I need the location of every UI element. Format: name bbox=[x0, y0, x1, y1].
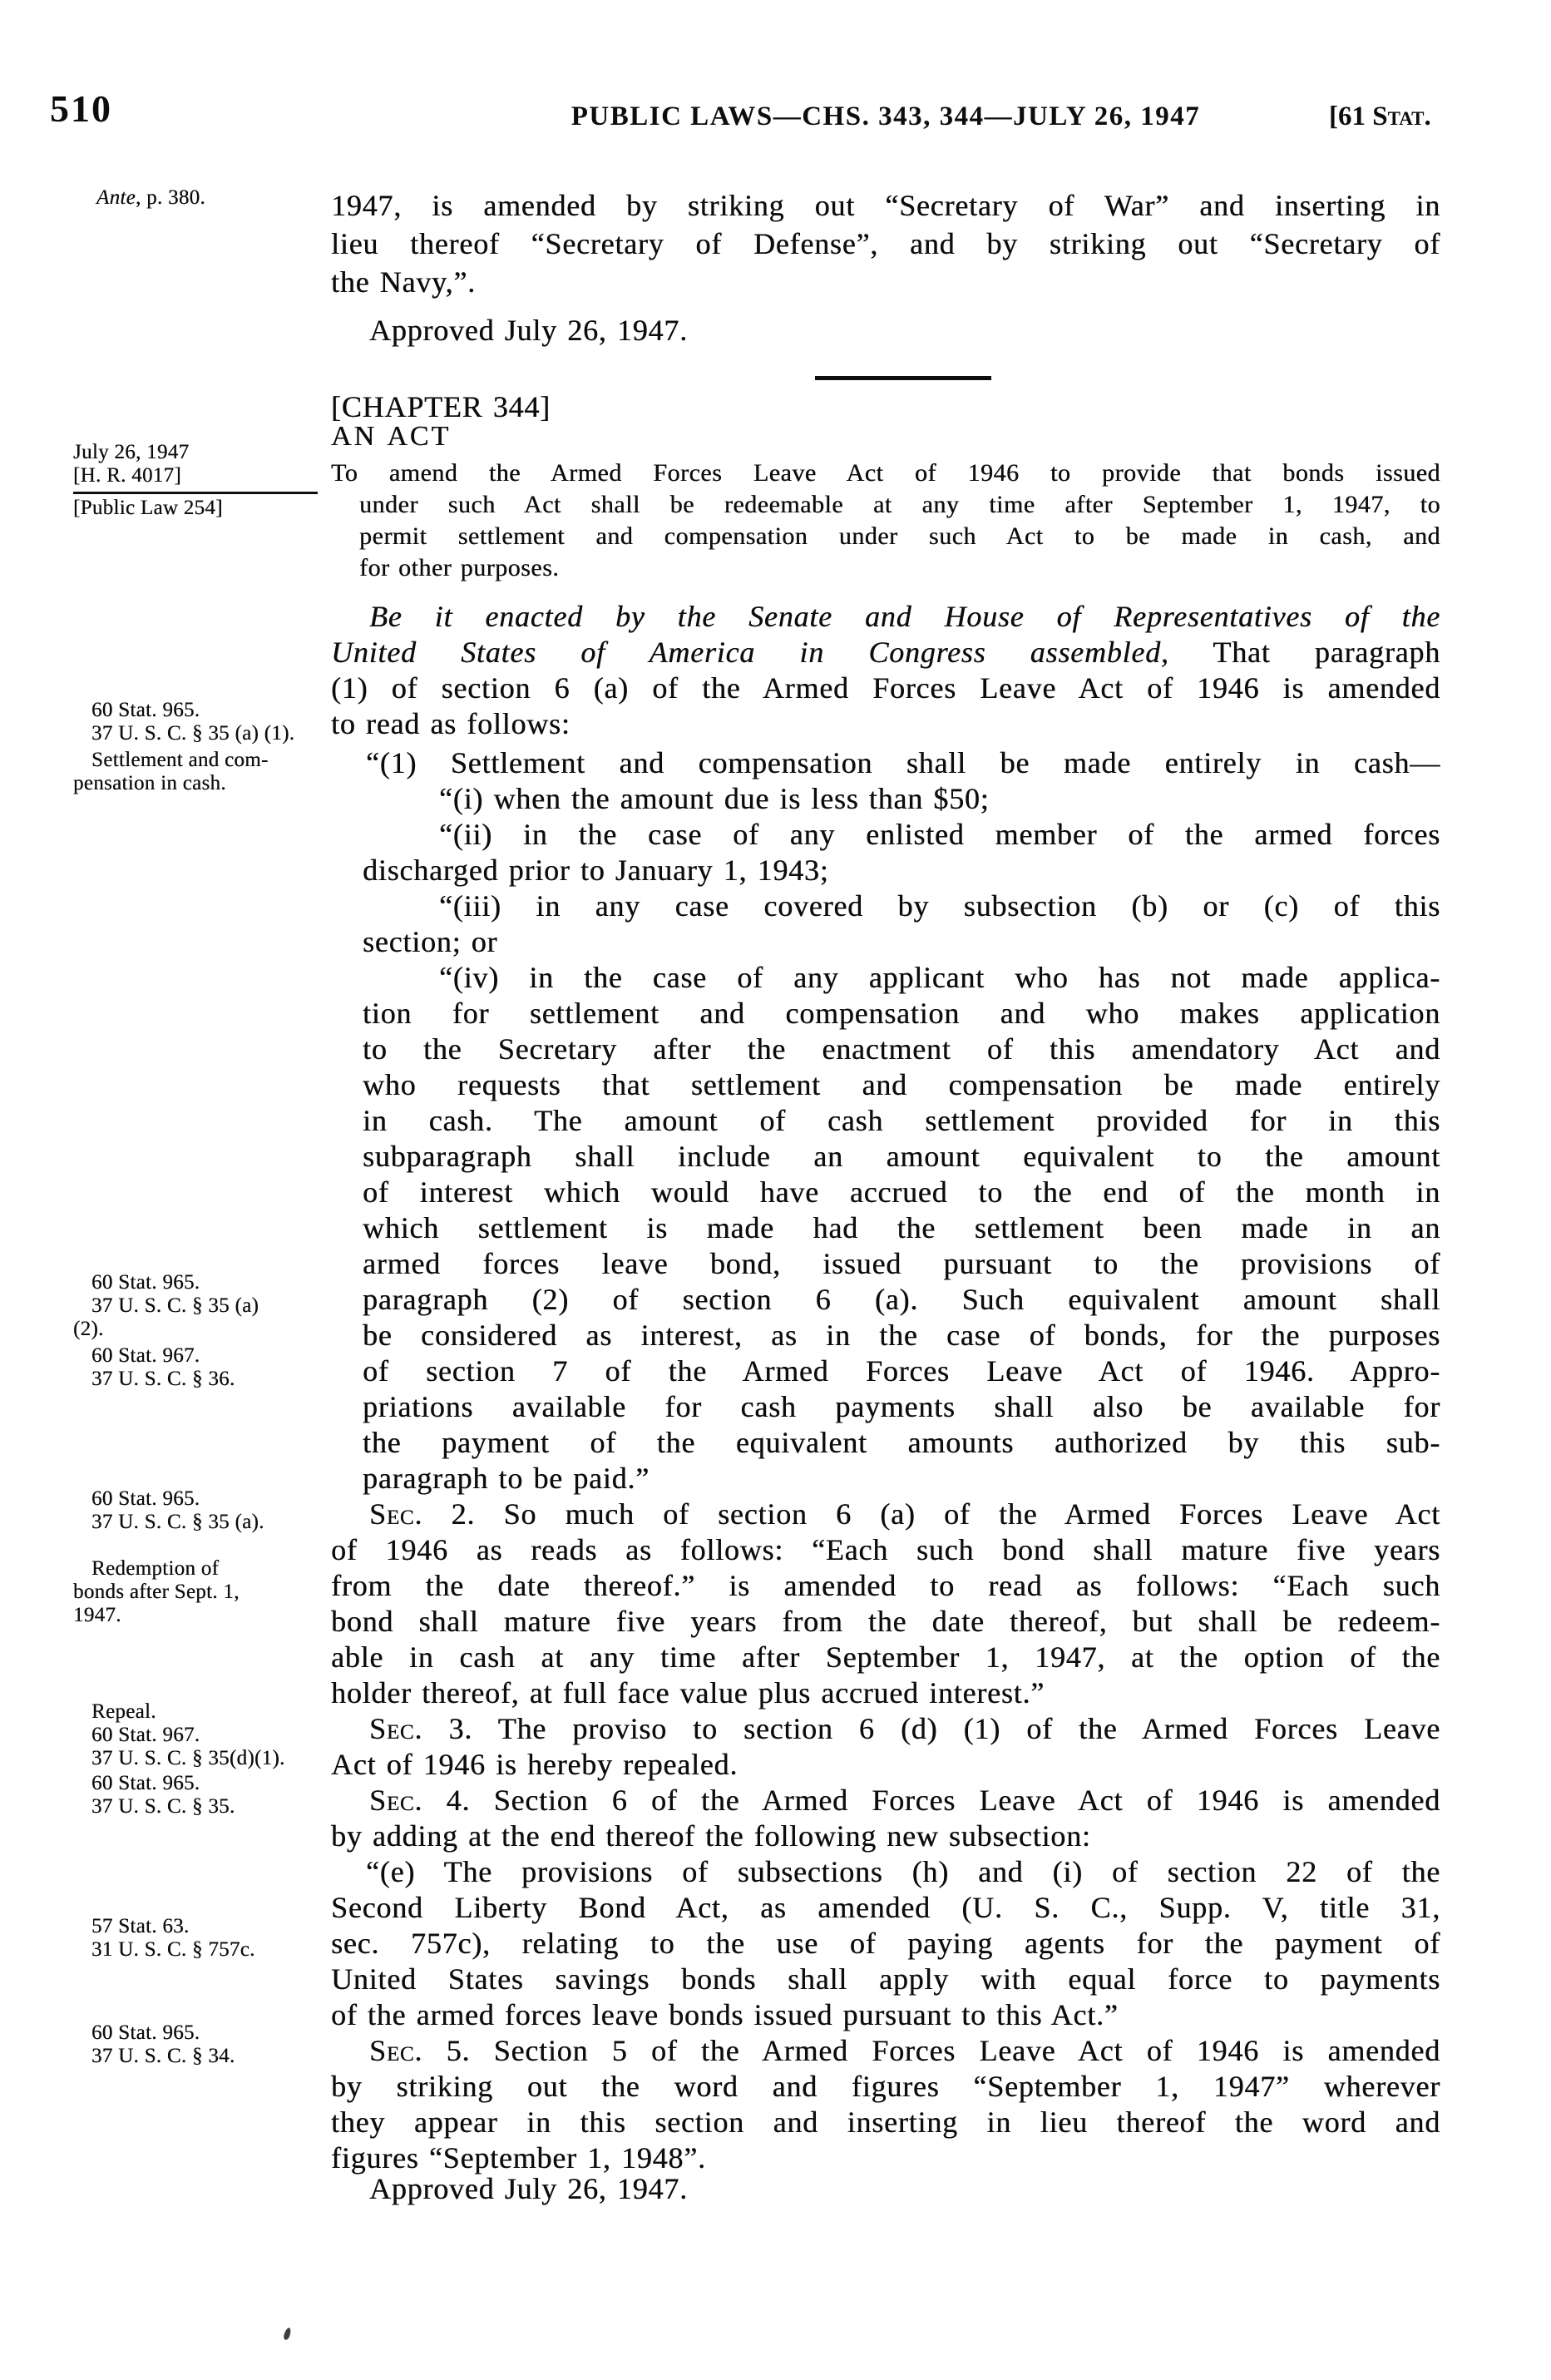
text-segment: 60 Stat. 965. bbox=[91, 1271, 200, 1294]
text-segment: 60 Stat. 965. bbox=[91, 2021, 200, 2044]
text-line bbox=[73, 2045, 318, 2068]
text-segment: , p. 380. bbox=[136, 186, 205, 209]
text-segment: “(i) when the amount due is less than $50; bbox=[439, 782, 990, 815]
text-segment: “(iv) in the case of any applicant who has not made applica- bbox=[439, 961, 1440, 994]
text-segment: discharged prior to January 1, 1943; bbox=[363, 854, 829, 887]
text-line bbox=[331, 2105, 1440, 2140]
text-segment: 31 U. S. C. § 757c. bbox=[91, 1938, 255, 1961]
text-segment: to the Secretary after the enactment of this amendatory Act and bbox=[363, 1032, 1440, 1066]
text-line bbox=[331, 670, 1440, 706]
text-line bbox=[73, 1487, 318, 1511]
margin-note-34 bbox=[73, 2021, 318, 2068]
subitem-iv bbox=[331, 960, 1440, 1497]
text-segment: United States savings bonds shall apply with equal force to payments bbox=[331, 1962, 1440, 1996]
text-segment: Redemption of bbox=[91, 1557, 220, 1580]
text-segment: Settlement and com- bbox=[91, 749, 269, 771]
text-line bbox=[331, 1747, 1440, 1783]
text-segment: Approved July 26, 1947. bbox=[369, 2172, 688, 2205]
text-segment: To amend the Armed Forces Leave Act of 1946 to provide that bonds issued bbox=[331, 459, 1440, 487]
text-line bbox=[331, 1818, 1440, 1854]
text-line bbox=[73, 1557, 318, 1581]
text-segment: paragraph (2) of section 6 (a). Such equivalent amount shall bbox=[363, 1283, 1440, 1316]
text-segment: from the date thereof.” is amended to read as follows: “Each such bbox=[331, 1569, 1440, 1602]
statute-volume-label bbox=[1329, 101, 1431, 132]
text-line bbox=[331, 418, 1440, 454]
text-segment: So much of section 6 (a) of the Armed Forces Leave Act bbox=[475, 1497, 1440, 1531]
text-line bbox=[331, 1783, 1440, 1818]
text-line bbox=[331, 489, 1440, 521]
stat-word: Stat. bbox=[1372, 101, 1431, 131]
text-line bbox=[331, 996, 1440, 1032]
text-line bbox=[73, 1511, 318, 1534]
approved-line-ch344 bbox=[331, 2171, 1440, 2207]
text-line bbox=[331, 1318, 1440, 1353]
text-line bbox=[331, 225, 1440, 263]
text-segment: That paragraph bbox=[1168, 636, 1441, 669]
text-segment: by striking out the word and figures “September 1, 1947” wherever bbox=[331, 2070, 1440, 2103]
text-line bbox=[331, 1389, 1440, 1425]
text-segment: 37 U. S. C. § 36. bbox=[91, 1368, 235, 1390]
text-segment: be considered as interest, as in the case of bonds, for the purposes bbox=[363, 1319, 1440, 1352]
text-line bbox=[331, 924, 1440, 960]
section-3 bbox=[331, 1711, 1440, 1783]
margin-note-35a bbox=[73, 1487, 318, 1534]
text-line bbox=[331, 1890, 1440, 1926]
text-line bbox=[73, 186, 318, 210]
margin-note-repeal bbox=[73, 1700, 318, 1770]
text-line bbox=[73, 1368, 318, 1391]
text-segment: subparagraph shall include an amount equivalent to the amount bbox=[363, 1140, 1440, 1173]
text-line bbox=[73, 772, 318, 795]
text-segment: of interest which would have accrued to the end of the month in bbox=[363, 1175, 1440, 1209]
text-segment: Section 5 of the Armed Forces Leave Act of 1946 is amended bbox=[470, 2034, 1440, 2067]
approved-line-ch343 bbox=[331, 313, 1440, 349]
stat-prefix: [61 bbox=[1329, 101, 1373, 131]
subitem-iii bbox=[331, 888, 1440, 960]
text-segment: “(ii) in the case of any enlisted member of the armed forces bbox=[439, 818, 1440, 851]
text-line bbox=[331, 781, 1440, 817]
margin-note-settlement bbox=[73, 749, 318, 795]
text-line bbox=[331, 1675, 1440, 1711]
text-line bbox=[331, 458, 1440, 489]
text-line bbox=[331, 1353, 1440, 1389]
text-segment: of 1946 as reads as follows: “Each such bond shall mature five years bbox=[331, 1533, 1440, 1566]
text-segment: the payment of the equivalent amounts authorized by this sub- bbox=[363, 1426, 1440, 1459]
text-line bbox=[73, 1795, 318, 1818]
text-segment: in cash. The amount of cash settlement provided for in this bbox=[363, 1104, 1440, 1137]
text-segment: 37 U. S. C. § 35. bbox=[91, 1795, 235, 1818]
text-line bbox=[331, 1604, 1440, 1640]
text-segment: tion for settlement and compensation and who makes application bbox=[363, 997, 1440, 1030]
text-line bbox=[73, 1938, 318, 1962]
law-note-rule bbox=[73, 492, 318, 494]
text-segment: under such Act shall be redeemable at any time after September 1, 1947, to bbox=[359, 491, 1440, 518]
text-line bbox=[331, 960, 1440, 996]
text-line bbox=[73, 1604, 318, 1627]
text-line bbox=[331, 1711, 1440, 1747]
text-segment: Second Liberty Bond Act, as amended (U. S. C., Supp. V, title 31, bbox=[331, 1891, 1440, 1924]
text-line bbox=[331, 1139, 1440, 1175]
margin-note-36 bbox=[73, 1344, 318, 1391]
section-divider-rule bbox=[815, 376, 991, 380]
text-segment: 37 U. S. C. § 35 (a) (1). bbox=[91, 722, 295, 745]
text-line bbox=[331, 1640, 1440, 1675]
text-segment: to read as follows: bbox=[331, 707, 571, 740]
text-segment: United States of America in Congress assembled, bbox=[331, 636, 1169, 669]
text-segment: AN ACT bbox=[331, 421, 452, 452]
text-segment: section; or bbox=[363, 925, 498, 958]
enacting-clause bbox=[331, 599, 1440, 742]
text-segment: lieu thereof “Secretary of Defense”, and by striking out “Secretary of bbox=[331, 227, 1440, 260]
scan-artifact-mark bbox=[283, 2327, 292, 2340]
text-line bbox=[331, 1282, 1440, 1318]
text-line bbox=[331, 853, 1440, 888]
text-line bbox=[331, 1425, 1440, 1461]
paragraph-1 bbox=[331, 745, 1440, 781]
text-line bbox=[331, 1497, 1440, 1532]
text-line bbox=[331, 745, 1440, 781]
text-line bbox=[73, 749, 318, 772]
text-segment: the Navy,”. bbox=[331, 265, 476, 299]
text-segment: figures “September 1, 1948”. bbox=[331, 2141, 706, 2175]
margin-note-ante bbox=[73, 186, 318, 210]
text-line bbox=[73, 1318, 318, 1341]
text-line bbox=[331, 2171, 1440, 2207]
text-line bbox=[331, 1532, 1440, 1568]
section-4 bbox=[331, 1783, 1440, 1854]
margin-note-law-heading bbox=[73, 441, 318, 520]
text-segment: 37 U. S. C. § 35 (a) bbox=[91, 1294, 259, 1317]
margin-note-35a1 bbox=[73, 699, 318, 745]
margin-note-35a2 bbox=[73, 1271, 318, 1341]
text-segment: Section 6 of the Armed Forces Leave Act of 1946 is amended bbox=[470, 1784, 1440, 1817]
text-line bbox=[73, 1700, 318, 1724]
text-segment: by adding at the end thereof the following new subsection: bbox=[331, 1819, 1091, 1853]
text-line bbox=[331, 599, 1440, 635]
text-segment: able in cash at any time after September 1, 1947, at the option of the bbox=[331, 1640, 1440, 1674]
text-segment: 60 Stat. 967. bbox=[91, 1724, 200, 1746]
text-segment: 37 U. S. C. § 35 (a). bbox=[91, 1511, 264, 1533]
text-segment: 37 U. S. C. § 34. bbox=[91, 2045, 235, 2067]
text-line bbox=[331, 263, 1440, 301]
text-segment: 57 Stat. 63. bbox=[91, 1915, 190, 1937]
text-line bbox=[331, 1067, 1440, 1103]
text-line bbox=[331, 1246, 1440, 1282]
paragraph-chapter343-continuation bbox=[331, 186, 1440, 301]
text-line bbox=[331, 635, 1440, 670]
law-date: July 26, 1947 bbox=[73, 441, 190, 463]
margin-note-redemption bbox=[73, 1557, 318, 1627]
text-segment: [CHAPTER 344] bbox=[331, 390, 551, 423]
text-segment: “(1) Settlement and compensation shall be made entirely in cash— bbox=[366, 746, 1440, 779]
text-segment: paragraph to be paid.” bbox=[363, 1462, 650, 1495]
text-segment: Be it enacted by the Senate and House of Representatives of the bbox=[369, 600, 1440, 633]
text-line bbox=[331, 706, 1440, 742]
text-line bbox=[331, 552, 1440, 584]
text-segment: of section 7 of the Armed Forces Leave Act of 1946. Appro- bbox=[363, 1354, 1440, 1388]
text-line bbox=[73, 2021, 318, 2045]
text-line bbox=[73, 1581, 318, 1604]
text-line bbox=[73, 1271, 318, 1294]
margin-note-35 bbox=[73, 1772, 318, 1818]
text-segment: of the armed forces leave bonds issued pursuant to this Act.” bbox=[331, 1998, 1119, 2031]
text-segment: holder thereof, at full face value plus accrued interest.” bbox=[331, 1676, 1045, 1710]
text-line bbox=[73, 1747, 318, 1770]
text-segment: (1) of section 6 (a) of the Armed Forces Leave Act of 1946 is amended bbox=[331, 671, 1440, 705]
text-line bbox=[331, 313, 1440, 349]
margin-note-757c bbox=[73, 1915, 318, 1962]
text-line bbox=[331, 1461, 1440, 1497]
text-segment: priations available for cash payments shall also be available for bbox=[363, 1390, 1440, 1423]
text-segment: 60 Stat. 965. bbox=[91, 1772, 200, 1794]
text-segment: Repeal. bbox=[91, 1700, 156, 1723]
text-line bbox=[331, 1210, 1440, 1246]
bill-number: [H. R. 4017] bbox=[73, 464, 181, 487]
text-segment: sec. 757c), relating to the use of paying agents for the payment of bbox=[331, 1927, 1440, 1960]
text-line bbox=[331, 1962, 1440, 1997]
text-segment: 60 Stat. 965. bbox=[91, 699, 200, 721]
text-segment: bond shall mature five years from the date thereof, but shall be redeem- bbox=[331, 1605, 1440, 1638]
text-segment: The proviso to section 6 (d) (1) of the Armed Forces Leave bbox=[472, 1712, 1440, 1745]
text-line bbox=[331, 1103, 1440, 1139]
text-line bbox=[73, 1344, 318, 1368]
text-line bbox=[331, 888, 1440, 924]
text-line bbox=[73, 699, 318, 722]
text-segment: armed forces leave bond, issued pursuant to the provisions of bbox=[363, 1247, 1440, 1280]
running-header-title: PUBLIC LAWS—CHS. 343, 344—JULY 26, 1947 bbox=[571, 101, 1201, 131]
text-segment: for other purposes. bbox=[359, 554, 560, 581]
text-line bbox=[73, 1294, 318, 1318]
an-act-heading bbox=[331, 418, 1440, 454]
text-segment: pensation in cash. bbox=[73, 772, 226, 794]
text-segment: they appear in this section and inserting in lieu thereof the word and bbox=[331, 2105, 1440, 2139]
section-label: Sec. 4. bbox=[369, 1784, 471, 1817]
text-segment: Ante bbox=[96, 186, 136, 209]
text-line bbox=[73, 1724, 318, 1747]
text-segment: “(iii) in any case covered by subsection (b) or (c) of this bbox=[439, 889, 1440, 923]
text-line bbox=[331, 1175, 1440, 1210]
text-segment: Approved July 26, 1947. bbox=[369, 314, 688, 347]
text-line bbox=[331, 817, 1440, 853]
text-line bbox=[331, 1568, 1440, 1604]
act-preamble bbox=[331, 458, 1440, 584]
text-line bbox=[331, 1926, 1440, 1962]
public-law-number: [Public Law 254] bbox=[73, 497, 223, 519]
text-segment: 37 U. S. C. § 35(d)(1). bbox=[91, 1747, 285, 1769]
text-segment: permit settlement and compensation under such Act to be made in cash, and bbox=[359, 522, 1440, 550]
text-line bbox=[331, 2033, 1440, 2069]
text-segment: 1947. bbox=[73, 1604, 121, 1626]
text-segment: (2). bbox=[73, 1318, 104, 1340]
page-number: 510 bbox=[50, 87, 112, 130]
text-segment: 1947, is amended by striking out “Secretary of War” and inserting in bbox=[331, 189, 1440, 222]
text-line bbox=[331, 2069, 1440, 2105]
text-line bbox=[73, 1915, 318, 1938]
text-segment: “(e) The provisions of subsections (h) and (i) of section 22 of the bbox=[366, 1855, 1440, 1888]
text-line bbox=[331, 1854, 1440, 1890]
section-label: Sec. 2. bbox=[369, 1497, 476, 1531]
text-line bbox=[331, 1997, 1440, 2033]
section-5 bbox=[331, 2033, 1440, 2176]
text-line bbox=[331, 186, 1440, 225]
text-segment: which settlement is made had the settlement been made in an bbox=[363, 1211, 1440, 1244]
text-segment: who requests that settlement and compensation be made entirely bbox=[363, 1068, 1440, 1101]
text-segment: 60 Stat. 965. bbox=[91, 1487, 200, 1510]
text-segment: Act of 1946 is hereby repealed. bbox=[331, 1748, 738, 1781]
subsection-e bbox=[331, 1854, 1440, 2033]
section-label: Sec. 3. bbox=[369, 1712, 473, 1745]
text-segment: 60 Stat. 967. bbox=[91, 1344, 200, 1367]
text-line bbox=[331, 1032, 1440, 1067]
text-line bbox=[73, 722, 318, 745]
section-2 bbox=[331, 1497, 1440, 1711]
text-line bbox=[73, 1772, 318, 1795]
subitem-ii bbox=[331, 817, 1440, 888]
text-segment: bonds after Sept. 1, bbox=[73, 1581, 240, 1603]
subitem-i bbox=[331, 781, 1440, 817]
text-line bbox=[331, 521, 1440, 552]
section-label: Sec. 5. bbox=[369, 2034, 471, 2067]
